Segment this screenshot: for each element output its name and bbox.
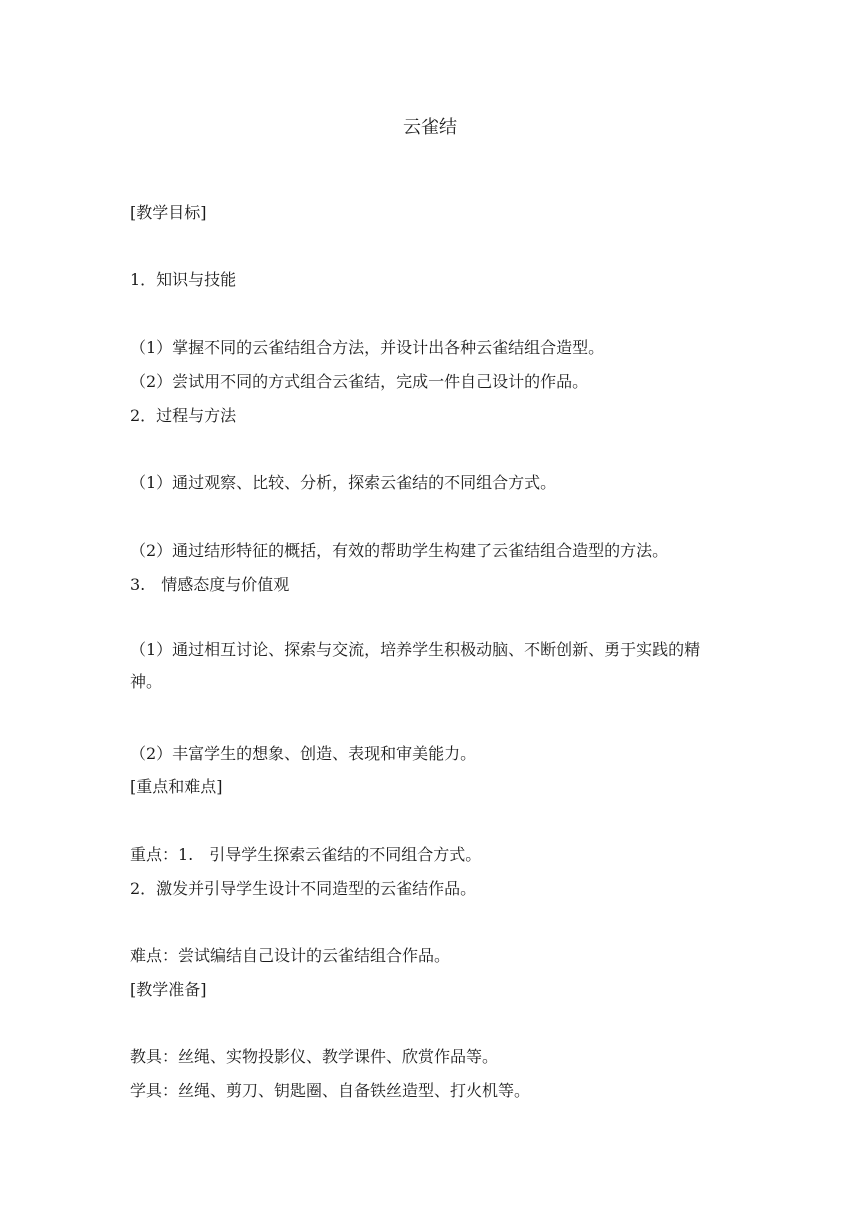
process-item-2: （2）通过结形特征的概括，有效的帮助学生构建了云雀结组合造型的方法。 [130, 541, 669, 560]
knowledge-item-2: （2）尝试用不同的方式组合云雀结，完成一件自己设计的作品。 [130, 372, 589, 391]
process-heading: 2．过程与方法 [130, 406, 237, 425]
emotion-item-2: （2）丰富学生的想象、创造、表现和审美能力。 [130, 744, 477, 763]
key-point-2: 2．激发并引导学生设计不同造型的云雀结作品。 [130, 879, 477, 898]
document-title: 云雀结 [403, 117, 457, 138]
knowledge-heading: 1．知识与技能 [130, 270, 237, 289]
key-points-heading: [重点和难点] [130, 777, 223, 796]
student-tools: 学具：丝绳、剪刀、钥匙圈、自备铁丝造型、打火机等。 [130, 1081, 531, 1100]
emotion-item-1: （1）通过相互讨论、探索与交流，培养学生积极动脑、不断创新、勇于实践的精神。 [130, 640, 701, 691]
objectives-heading: [教学目标] [130, 203, 207, 222]
knowledge-item-1: （1）掌握不同的云雀结组合方法，并设计出各种云雀结组合造型。 [130, 338, 605, 357]
teacher-tools: 教具：丝绳、实物投影仪、教学课件、欣赏作品等。 [130, 1047, 499, 1066]
emotion-heading: 3. 情感态度与价值观 [130, 575, 290, 594]
preparation-heading: [教学准备] [130, 980, 207, 999]
difficulty: 难点：尝试编结自己设计的云雀结组合作品。 [130, 946, 451, 965]
key-point-1: 重点：1. 引导学生探索云雀结的不同组合方式。 [130, 845, 482, 864]
process-item-1: （1）通过观察、比较、分析，探索云雀结的不同组合方式。 [130, 473, 557, 492]
